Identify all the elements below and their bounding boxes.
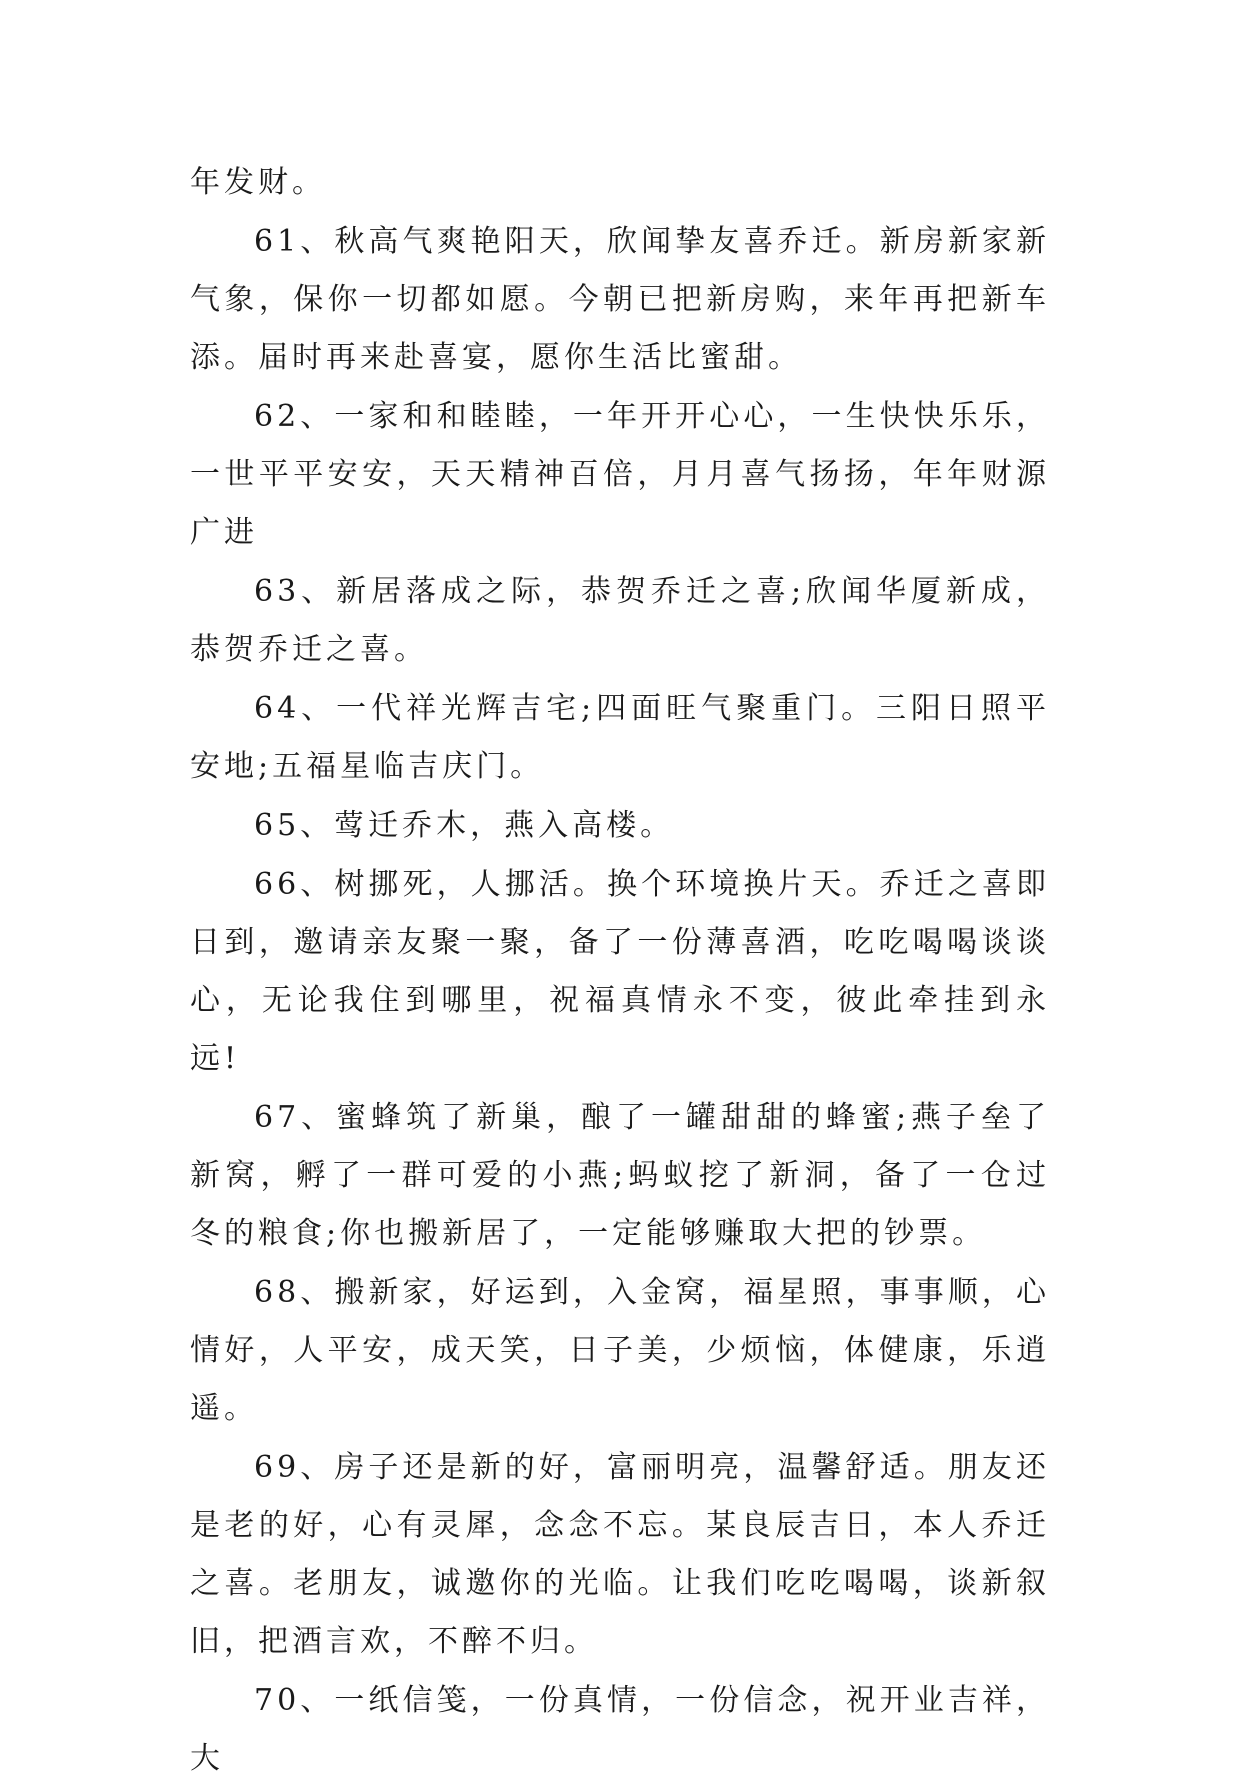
paragraph-67: 67、蜜蜂筑了新巢，酿了一罐甜甜的蜂蜜;燕子垒了新窝，孵了一群可爱的小燕;蚂蚁挖了新洞，备了一仓过冬的粮食;你也搬新居了，一定能够赚取大把的钞票。	[190, 1100, 1050, 1251]
paragraph-70: 70、一纸信笺，一份真情，一份信念，祝开业吉祥，大	[190, 1683, 1050, 1776]
document-body	[190, 154, 1050, 1789]
paragraph-64: 64、一代祥光辉吉宅;四面旺气聚重门。三阳日照平安地;五福星临吉庆门。	[190, 691, 1050, 784]
paragraph-61: 61、秋高气爽艳阳天，欣闻挚友喜乔迁。新房新家新气象，保你一切都如愿。今朝已把新房购，来年再把新车添。届时再来赴喜宴，愿你生活比蜜甜。	[190, 224, 1050, 375]
paragraph-69: 69、房子还是新的好，富丽明亮，温馨舒适。朋友还是老的好，心有灵犀，念念不忘。某良辰吉日，本人乔迁之喜。老朋友，诚邀你的光临。让我们吃吃喝喝，谈新叙旧，把酒言欢，不醉不归。	[190, 1450, 1050, 1659]
paragraph-63: 63、新居落成之际，恭贺乔迁之喜;欣闻华厦新成，恭贺乔迁之喜。	[190, 574, 1050, 667]
paragraph-continuation: 年发财。	[190, 165, 326, 200]
paragraph-62: 62、一家和和睦睦，一年开开心心，一生快快乐乐，一世平平安安，天天精神百倍，月月喜气扬扬，年年财源广进	[190, 399, 1050, 550]
paragraph-65: 65、莺迁乔木，燕入高楼。	[254, 808, 675, 843]
paragraph-68: 68、搬新家，好运到，入金窝，福星照，事事顺，心情好，人平安，成天笑，日子美，少烦恼，体健康，乐逍遥。	[190, 1275, 1050, 1426]
paragraph-66: 66、树挪死，人挪活。换个环境换片天。乔迁之喜即日到，邀请亲友聚一聚，备了一份薄喜酒，吃吃喝喝谈谈心，无论我住到哪里，祝福真情永不变，彼此牵挂到永远!	[190, 867, 1050, 1076]
